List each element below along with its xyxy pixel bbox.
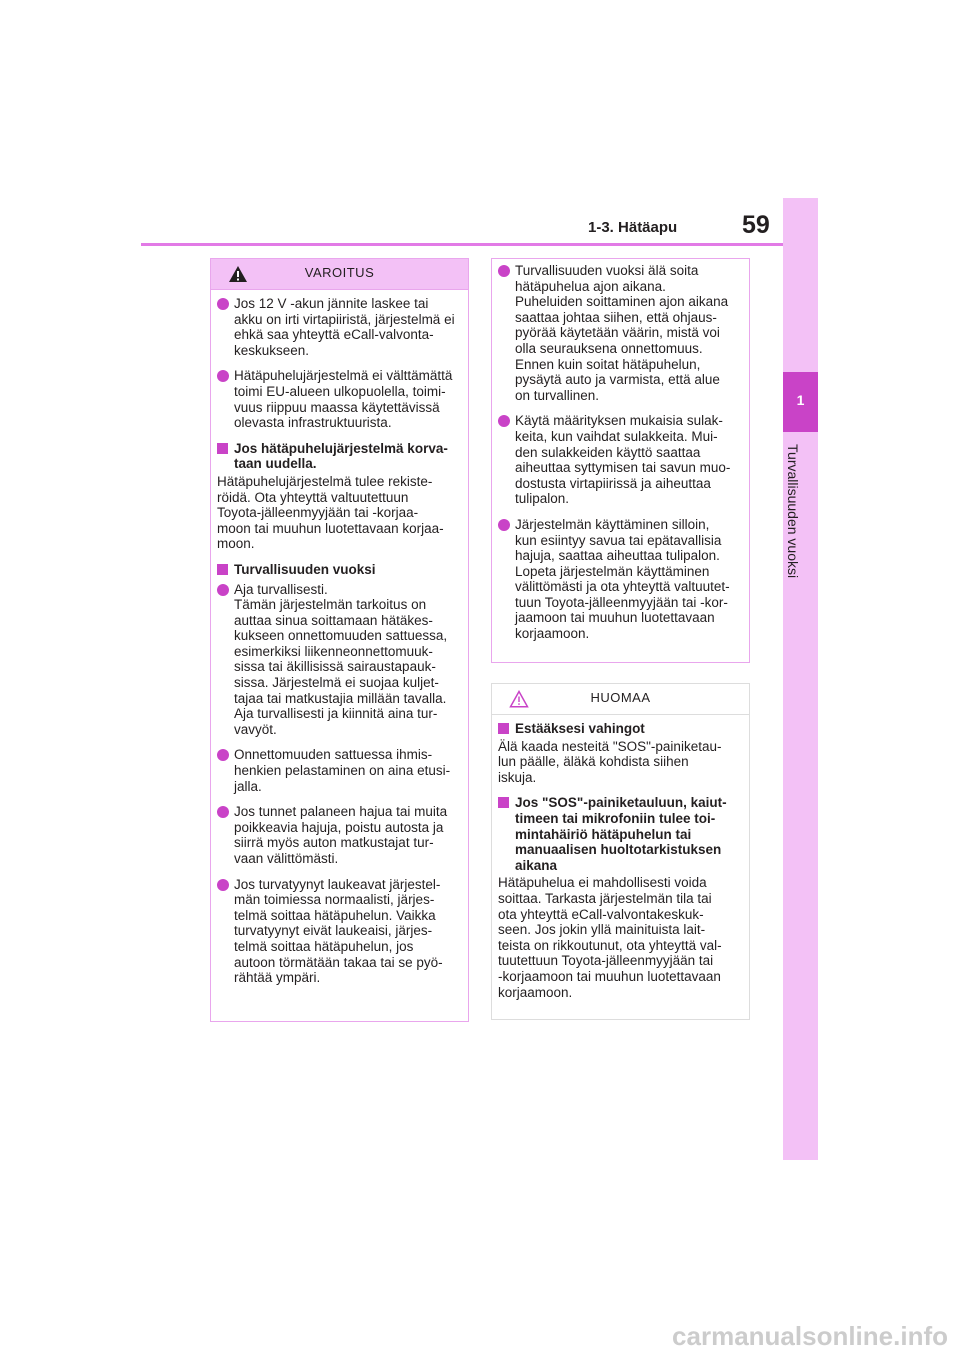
notice-box xyxy=(491,683,750,1020)
list-item: Jos tunnet palaneen hajua tai muita poikkeavia hajuja, poistu autosta ja siirrä myös auton matkustajat tur- vaan välittömästi. xyxy=(217,804,462,866)
section-title: 1-3. Hätäapu xyxy=(588,219,678,236)
notice-box-header xyxy=(492,684,749,715)
subheading: Turvallisuuden vuoksi xyxy=(217,562,462,578)
paragraph: Hätäpuhelua ei mahdollisesti voida soittaa. Tarkasta järjestelmän tila tai ota yhteyttä eCall-valvontakeskuk- seen. Jos jokin yllä mainituista lait- teista on rikkoutunut, ota yhteyttä val- tuutettuun Toyota-jälleenmyyjään tai -korjaamoon tai muuhun luotettavaan korjaamoon. xyxy=(498,875,722,1000)
square-bullet-icon xyxy=(498,723,509,734)
subheading: Estääksesi vahingot xyxy=(498,721,743,737)
bullet-icon xyxy=(217,370,229,382)
list-item: Järjestelmän käyttäminen silloin, kun esiintyy savua tai epätavallisia hajuja, saattaa aiheuttaa tulipalon. Lopeta järjestelmän käyttäminen välittömästi ja ota yhteyttä valtuutet- tuun Toyota-jälleenmyyjään tai -kor- jaamoon tai muuhun luotettavaan korjaamoon. xyxy=(498,517,743,642)
list-item: Jos 12 V -akun jännite laskee tai akku on irti virtapiiristä, järjestelmä ei ehkä saa yhteyttä eCall-valvonta- keskukseen. xyxy=(217,296,462,358)
list-item: Jos turvatyynyt laukeavat järjestel- män toimiessa normaalisti, järjes- telmä soittaa hätäpuhelun. Vaikka turvatyynyt eivät laukeaisi, järjes- telmä soittaa hätäpuhelun, jos autoon törmätään takaa tai se pyö- rähtää ympäri. xyxy=(217,877,462,986)
notice-box-title: HUOMAA xyxy=(590,690,651,705)
list-item: Onnettomuuden sattuessa ihmis- henkien pelastaminen on aina etusi- jalla. xyxy=(217,747,462,794)
watermark: carmanualsonline.info xyxy=(672,1321,948,1351)
paragraph: Hätäpuhelujärjestelmä tulee rekiste- röidä. Ota yhteyttä valtuutettuun Toyota-jälleenmyyjään tai -korjaa- moon tai muuhun luotettavaan korjaa- moon. xyxy=(217,473,444,552)
side-tab xyxy=(783,198,818,1160)
bullet-icon xyxy=(498,415,510,427)
square-bullet-icon xyxy=(498,797,509,808)
list-item: Aja turvallisesti. Tämän järjestelmän tarkoitus on auttaa sinua soittamaan hätäkes- kukseen onnettomuuden sattuessa, esimerkiksi liikenneonnettomuuk- sissa tai äkillisissä sairaustapauk- sissa. Järjestelmä ei suojaa kuljet- tajaa tai matkustajia millään tavalla. Aja turvallisesti ja kiinnitä aina tur- vavyöt. xyxy=(217,582,462,738)
list-item: Turvallisuuden vuoksi älä soita hätäpuhelua ajon aikana. Puheluiden soittaminen ajon aikana saattaa johtaa siihen, että ohjaus- pyörää käytetään väärin, mistä voi olla seurauksena onnettomuus. Ennen kuin soitat hätäpuhelun, pysäytä auto ja varmista, että alue on turvallinen. xyxy=(498,263,743,403)
warning-continued-box xyxy=(491,258,750,663)
bullet-icon xyxy=(498,519,510,531)
warning-box xyxy=(210,258,469,1022)
bullet-icon xyxy=(217,806,229,818)
side-tab-number: 1 xyxy=(796,392,805,408)
bullet-icon xyxy=(498,265,510,277)
page-number: 59 xyxy=(742,211,770,239)
subheading: Jos hätäpuhelujärjestelmä korva- taan uudella. xyxy=(217,441,462,472)
header-rule xyxy=(141,243,818,246)
warning-box-title: VAROITUS xyxy=(304,265,375,280)
paragraph: Älä kaada nesteitä "SOS"-painiketau- lun päälle, äläkä kohdista siihen iskuja. xyxy=(498,738,722,785)
square-bullet-icon xyxy=(217,443,228,454)
list-item: Käytä määrityksen mukaisia sulak- keita, kun vaihdat sulakkeita. Mui- den sulakkeiden käyttö saattaa aiheuttaa syttymisen tai savun muo- dostusta virtapiirissä ja aiheuttaa tulipalon. xyxy=(498,413,743,507)
bullet-icon xyxy=(217,749,229,761)
warning-box-header xyxy=(211,259,468,290)
bullet-icon xyxy=(217,298,229,310)
side-tab-label: Turvallisuuden vuoksi xyxy=(785,444,801,579)
bullet-icon xyxy=(217,879,229,891)
square-bullet-icon xyxy=(217,564,228,575)
subheading: Jos "SOS"-painiketauluun, kaiut- timeen tai mikrofoniin tulee toi- mintahäiriö hätäpuhelun tai manuaalisen huoltotarkistuksen aikana xyxy=(498,795,743,873)
bullet-icon xyxy=(217,584,229,596)
list-item: Hätäpuhelujärjestelmä ei välttämättä toimi EU-alueen ulkopuolella, toimi- vuus riippuu maassa käytettävissä olevasta infrastruktuurista. xyxy=(217,368,462,430)
